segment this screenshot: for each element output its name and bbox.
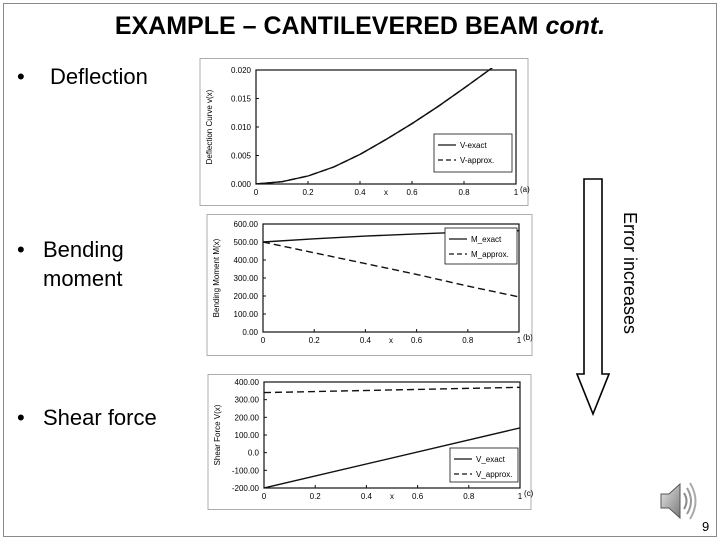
y-tick-label: 0.0 <box>247 448 259 458</box>
y-tick-label: 0.020 <box>230 66 251 75</box>
y-tick-label: 400.00 <box>233 256 258 265</box>
y-tick-label: 500.00 <box>233 238 258 247</box>
x-tick-label: 0.2 <box>302 188 314 197</box>
panel-tag: (c) <box>524 489 534 498</box>
x-tick-label: 0 <box>253 188 259 197</box>
shear-force-chart <box>214 374 549 510</box>
x-tick-label: 0 <box>260 336 266 345</box>
x-tick-label: 0.4 <box>360 492 372 501</box>
x-tick-label: 1 <box>513 188 519 197</box>
error-arrow <box>576 178 610 416</box>
error-increases-text: Error increases <box>620 212 640 335</box>
plot-bending-moment <box>205 214 550 356</box>
title-main: EXAMPLE – CANTILEVERED BEAM <box>114 12 546 40</box>
bullet-dot: • <box>17 405 25 430</box>
speaker-icon[interactable] <box>658 478 698 524</box>
legend-box <box>434 134 512 172</box>
title-italic: cont. <box>545 12 606 40</box>
y-axis-label: Shear Force V(x) <box>213 404 222 466</box>
y-tick-label: 0.005 <box>230 151 251 161</box>
bullet-dot: • <box>17 64 25 89</box>
deflection-chart <box>196 58 546 206</box>
x-axis-label: x <box>384 188 388 197</box>
x-tick-label: 0.2 <box>309 492 321 501</box>
y-tick-label: 400.00 <box>234 378 259 387</box>
x-tick-label: 0.8 <box>458 188 470 197</box>
x-axis-label: x <box>389 336 393 345</box>
legend-label: V_approx. <box>476 470 513 479</box>
y-tick-label: 300.00 <box>234 395 259 405</box>
legend-label: V-approx. <box>460 156 495 165</box>
y-tick-label: 0.010 <box>230 123 251 132</box>
x-tick-label: 0.6 <box>406 188 418 197</box>
x-tick-label: 0.8 <box>463 492 475 501</box>
bending-moment-chart <box>205 214 550 356</box>
y-tick-label: 200.00 <box>234 413 259 423</box>
y-axis-label: Bending Moment M(x) <box>212 238 221 318</box>
bullet-text: Deflection <box>50 64 148 89</box>
error-increases-label <box>612 212 642 352</box>
bullet-bending-moment <box>17 235 177 293</box>
y-tick-label: -100.00 <box>231 466 259 476</box>
x-tick-label: 0.6 <box>411 336 423 345</box>
legend-label: M_approx. <box>471 250 509 259</box>
y-tick-label: 300.00 <box>233 274 258 283</box>
x-tick-label: 0.2 <box>308 336 320 345</box>
bullet-dot: • <box>17 237 25 262</box>
bullet-text: Shear force <box>43 405 157 430</box>
x-tick-label: 0.4 <box>359 336 371 345</box>
bullet-deflection <box>17 62 187 91</box>
legend-label: M_exact <box>471 235 502 244</box>
x-tick-label: 1 <box>516 336 522 345</box>
page-number: 9 <box>702 519 710 534</box>
y-tick-label: 0.015 <box>230 94 251 104</box>
series-line <box>264 387 520 392</box>
x-tick-label: 0 <box>261 492 267 501</box>
y-tick-label: 0.00 <box>242 328 258 337</box>
y-tick-label: -200.00 <box>231 484 259 493</box>
y-tick-label: 0.000 <box>230 180 251 189</box>
legend-label: V_exact <box>476 455 505 464</box>
x-axis-label: x <box>390 492 394 501</box>
y-axis-label: Deflection Curve v(x) <box>205 89 214 165</box>
x-tick-label: 0.4 <box>354 188 366 197</box>
bullet-text: Bending moment <box>43 237 124 291</box>
bullet-shear-force <box>17 403 187 432</box>
x-tick-label: 1 <box>517 492 523 501</box>
x-tick-label: 0.8 <box>462 336 474 345</box>
y-tick-label: 100.00 <box>234 431 259 440</box>
panel-tag: (b) <box>523 333 533 342</box>
panel-tag: (a) <box>520 185 530 194</box>
slide-title <box>0 12 720 41</box>
y-tick-label: 200.00 <box>233 292 258 301</box>
plot-deflection <box>196 58 546 206</box>
plot-shear-force <box>214 374 549 510</box>
x-tick-label: 0.6 <box>412 492 424 501</box>
y-tick-label: 600.00 <box>233 220 258 229</box>
legend-label: V-exact <box>460 141 487 150</box>
y-tick-label: 100.00 <box>233 310 258 319</box>
